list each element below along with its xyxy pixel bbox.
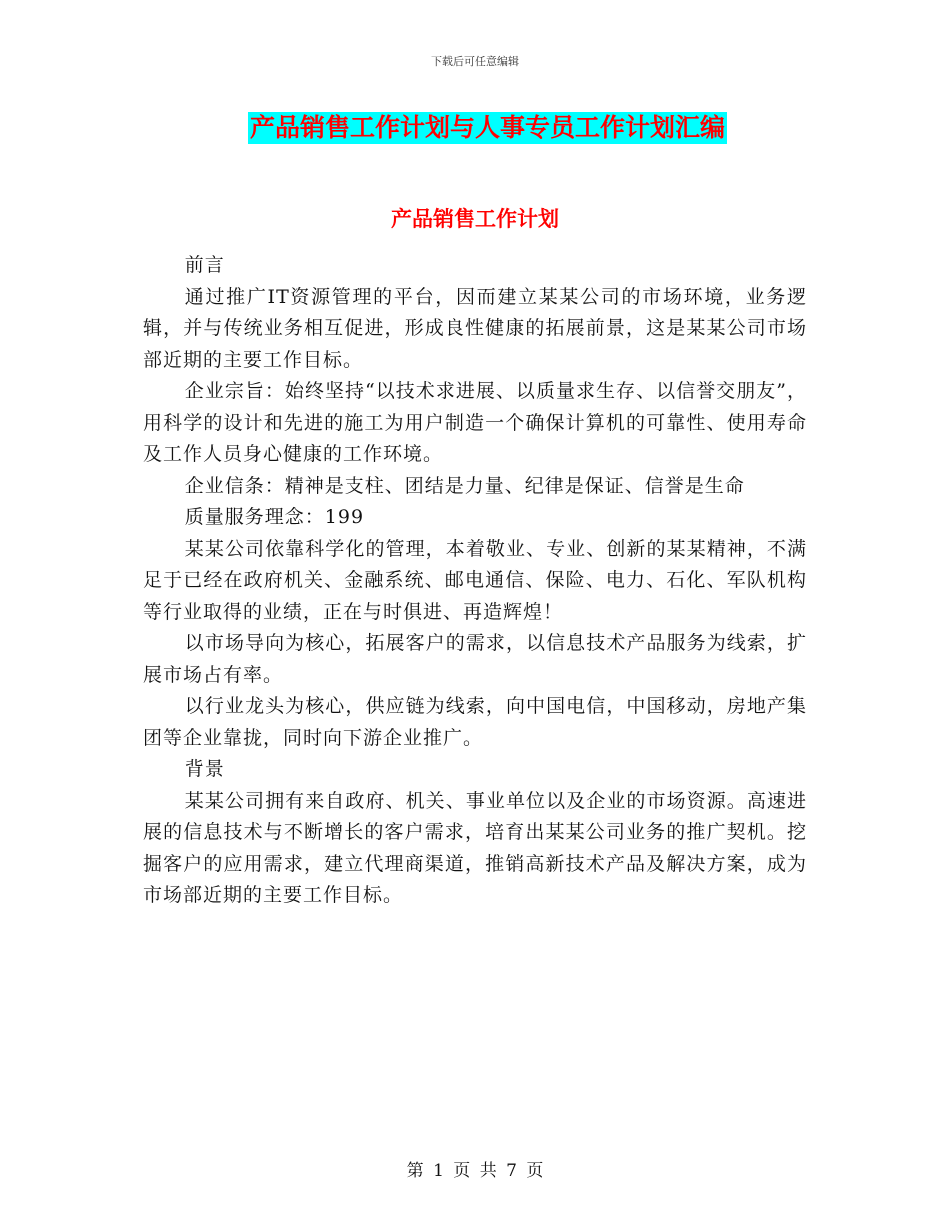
paragraph: 企业信条：精神是支柱、团结是力量、纪律是保证、信誉是生命 (184, 474, 745, 497)
paragraph-preface-heading: 前言 (184, 254, 225, 276)
paragraph: 某某公司依靠科学化的管理，本着敬业、专业、创新的某某精神，不满足于已经在政府机关、金融系统、邮电通信、保险、电力、石化、军队机构等行业取得的业绩，正在与时俱进、再造辉煌！ (143, 537, 807, 623)
paragraph-background-heading: 背景 (184, 758, 225, 780)
paragraph: 质量服务理念：199 (184, 506, 365, 528)
document-title: 产品销售工作计划与人事专员工作计划汇编 (250, 113, 726, 142)
paragraph: 以市场导向为核心，拓展客户的需求，以信息技术产品服务为线索，扩展市场占有率。 (143, 632, 807, 686)
paragraph: 某某公司拥有来自政府、机关、事业单位以及企业的市场资源。高速进展的信息技术与不断增长的客户需求，培育出某某公司业务的推广契机。挖掘客户的应用需求，建立代理商渠道，推销高新技术产品及解决方案，成为市场部近期的主要工作目标。 (143, 789, 807, 906)
header-note: 下载后可任意编辑 (431, 55, 519, 68)
page-footer: 第 1 页 共 7 页 (406, 1161, 544, 1181)
section-title: 产品销售工作计划 (391, 207, 559, 231)
paragraph: 通过推广IT资源管理的平台，因而建立某某公司的市场环境，业务逻辑，并与传统业务相互促进，形成良性健康的拓展前景，这是某某公司市场部近期的主要工作目标。 (143, 285, 807, 371)
paragraph: 企业宗旨：始终坚持“以技术求进展、以质量求生存、以信誉交朋友”，用科学的设计和先进的施工为用户制造一个确保计算机的可靠性、使用寿命及工作人员身心健康的工作环境。 (143, 380, 807, 465)
paragraph: 以行业龙头为核心，供应链为线索，向中国电信，中国移动，房地产集团等企业靠拢，同时向下游企业推广。 (143, 695, 807, 749)
document-body (143, 250, 807, 912)
